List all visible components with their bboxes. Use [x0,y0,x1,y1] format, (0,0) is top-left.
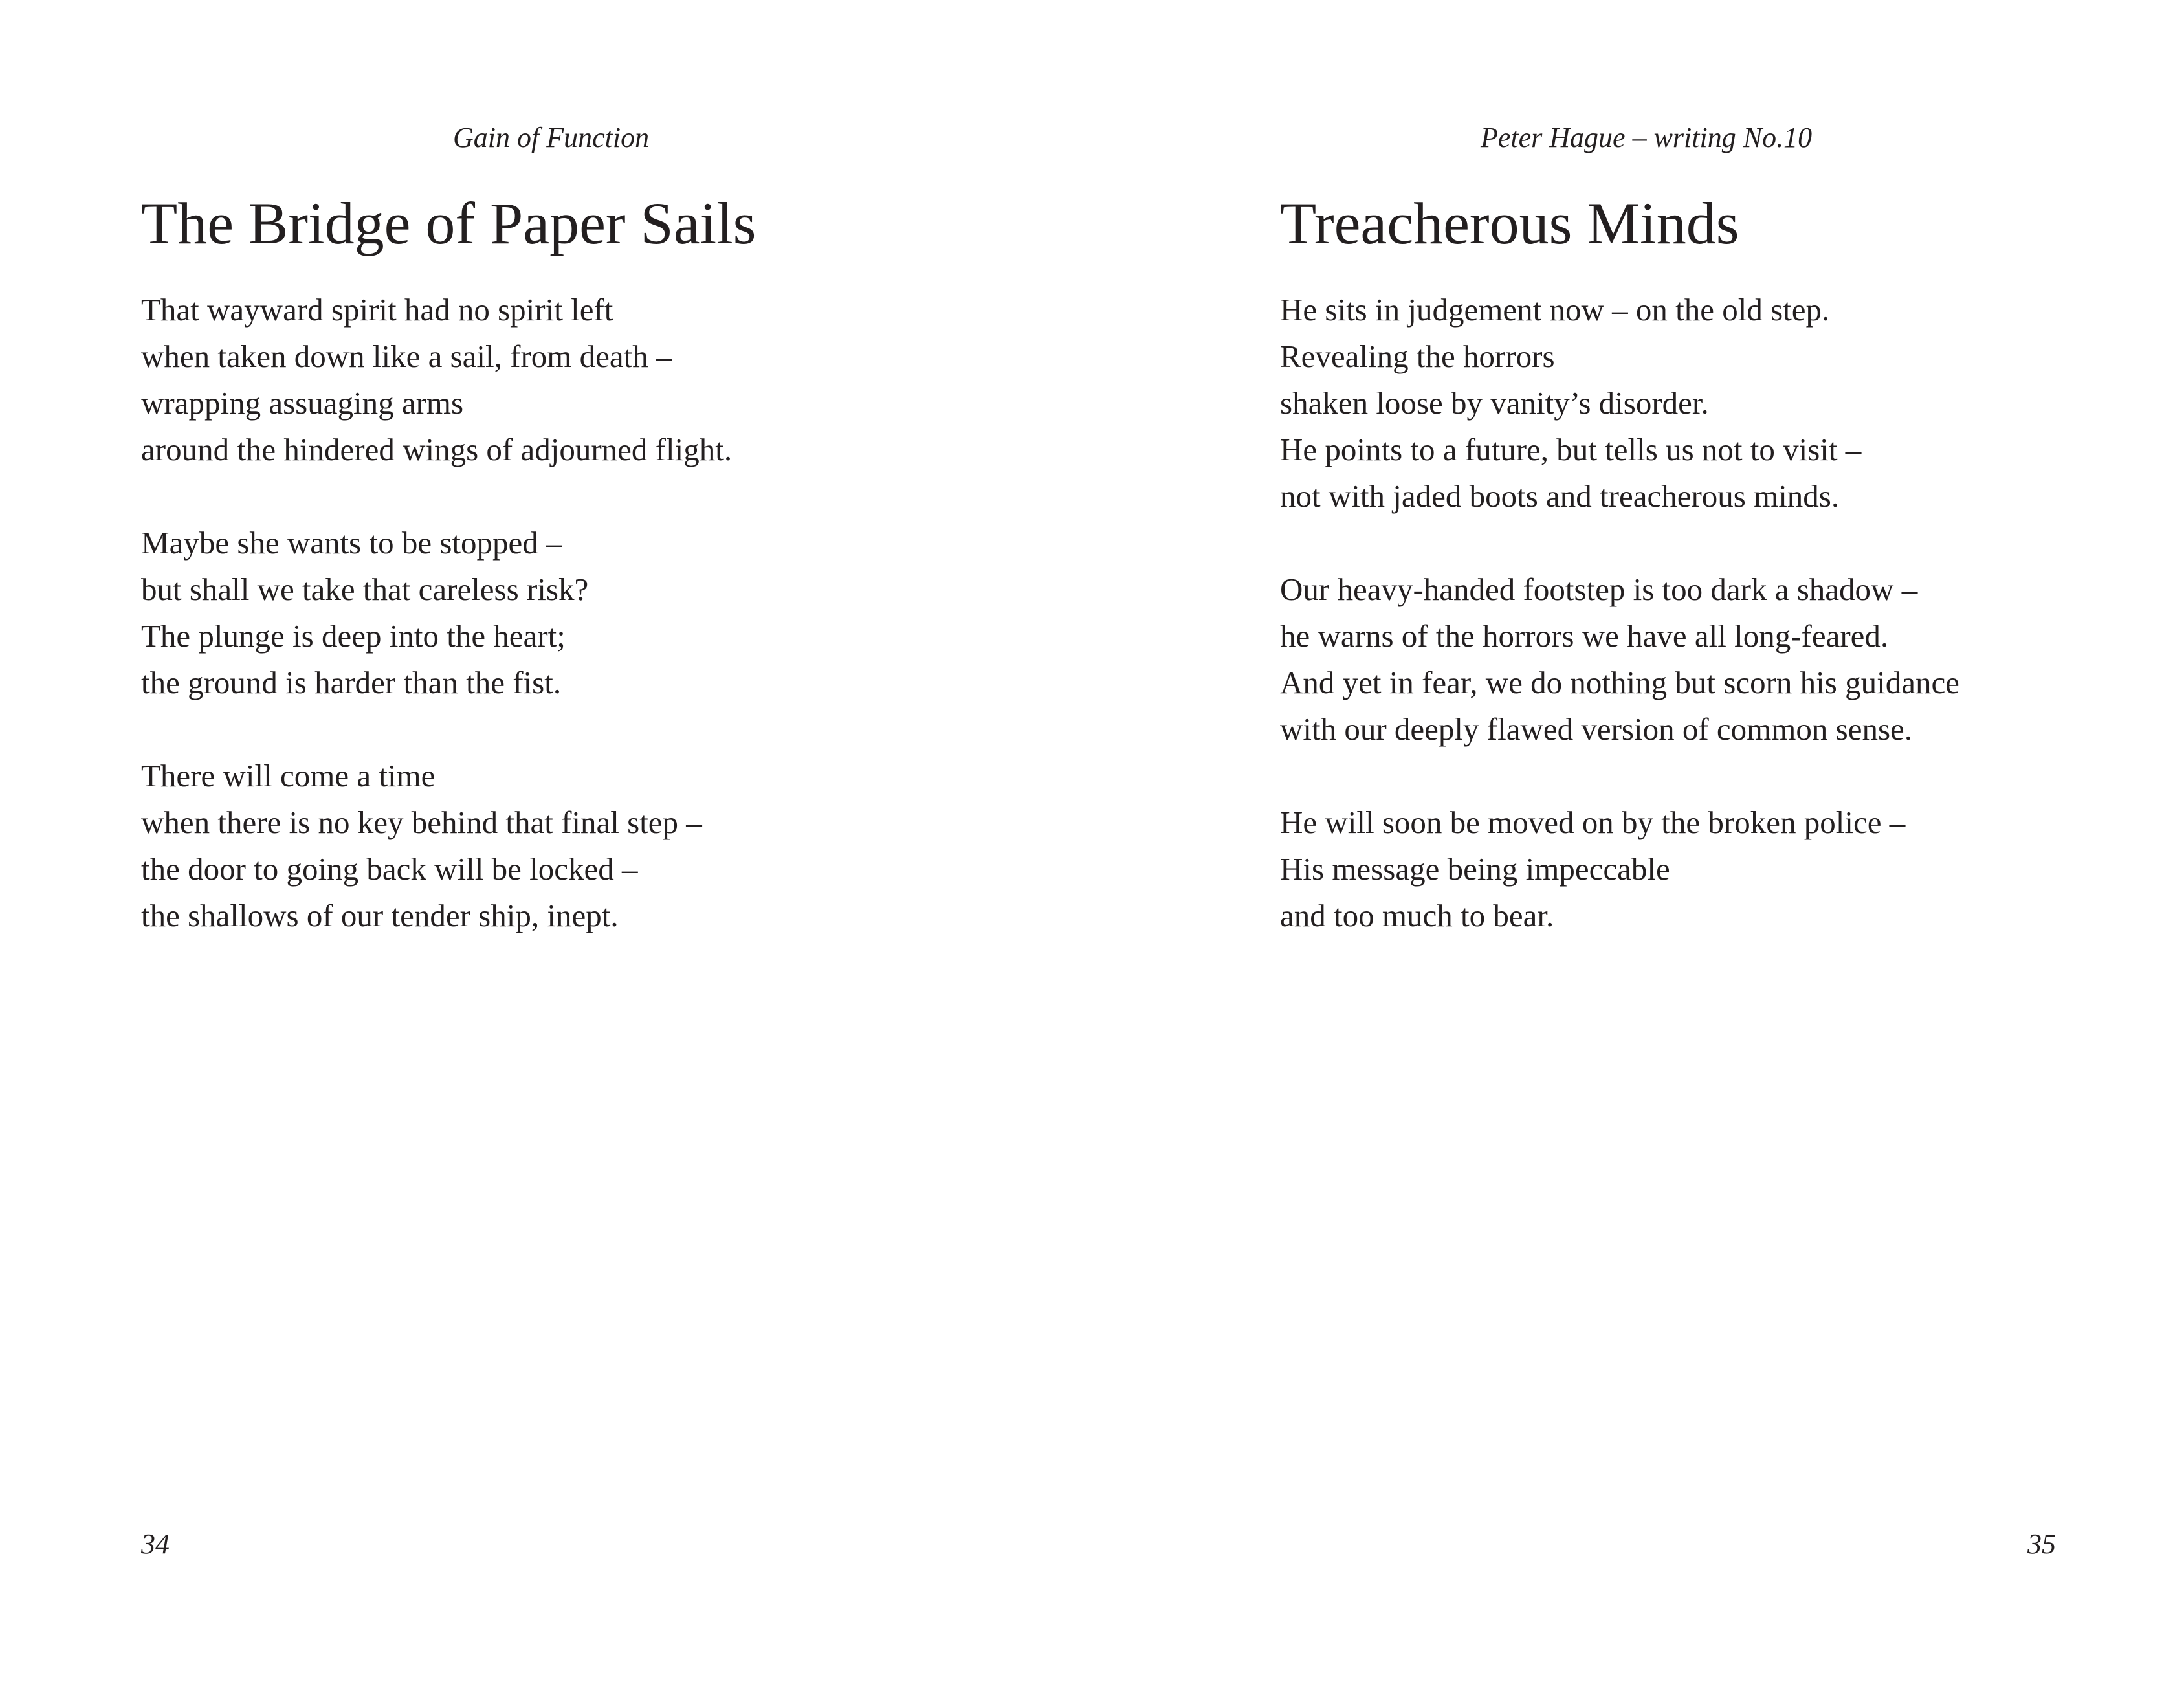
stanza [1280,799,1959,939]
poem-line: The plunge is deep into the heart; [141,618,566,654]
poem-line: Our heavy-handed footstep is too dark a shadow – [1280,572,1918,607]
poem-line: when there is no key behind that final step – [141,805,702,840]
poem-line: He sits in judgement now – on the old step. [1280,292,1830,328]
stanza [141,520,732,706]
poem-line: There will come a time [141,758,436,794]
stanza [1280,287,1959,520]
poem-line: when taken down like a sail, from death – [141,339,672,374]
poem-line: He will soon be moved on by the broken police – [1280,805,1906,840]
poem-line: Revealing the horrors [1280,339,1555,374]
poem-line: around the hindered wings of adjourned flight. [141,432,733,467]
poem-line: His message being impeccable [1280,851,1670,887]
poem-line: shaken loose by vanity’s disorder. [1280,385,1709,421]
poem-line: the shallows of our tender ship, inept. [141,898,619,933]
poem-line: with our deeply flawed version of common sense. [1280,711,1913,747]
poem-line: but shall we take that careless risk? [141,572,589,607]
poem-line: And yet in fear, we do nothing but scorn his guidance [1280,665,1959,700]
poem-line: Maybe she wants to be stopped – [141,525,562,561]
poem-body [141,287,732,986]
poem-body [1280,287,1959,986]
poem-line: That wayward spirit had no spirit left [141,292,613,328]
right-page [1092,0,2184,1699]
stanza [141,287,732,473]
poem-line: and too much to bear. [1280,898,1554,933]
poem-line: the door to going back will be locked – [141,851,638,887]
page-number: 35 [2027,1528,2056,1560]
poem-line: wrapping assuaging arms [141,385,464,421]
poem-title: The Bridge of Paper Sails [141,190,756,256]
stanza [1280,566,1959,753]
running-head-author: Peter Hague – writing No.10 [1481,122,1813,153]
poem-line: He points to a future, but tells us not to visit – [1280,432,1862,467]
page-number: 34 [141,1528,170,1560]
poem-line: not with jaded boots and treacherous minds. [1280,478,1840,514]
running-head-book-title: Gain of Function [453,122,650,153]
poem-line: the ground is harder than the fist. [141,665,562,700]
poem-line: he warns of the horrors we have all long-feared. [1280,618,1889,654]
poem-title: Treacherous Minds [1280,190,1739,256]
stanza [141,753,732,939]
